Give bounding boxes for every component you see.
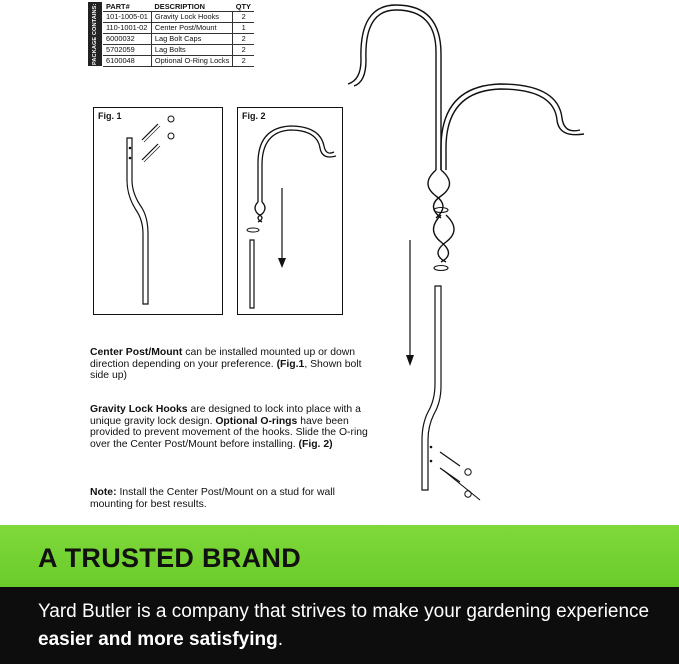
part-qty: 1 bbox=[233, 23, 254, 34]
banner-text-pre: Yard Butler is a company that strives to make your gardening experience bbox=[38, 601, 650, 622]
fig-2-ref: (Fig. 2) bbox=[298, 438, 333, 450]
banner-text bbox=[38, 598, 658, 654]
part-number: 110-1001-02 bbox=[103, 23, 151, 34]
center-post-term: Center Post/Mount bbox=[90, 347, 183, 358]
banner-text-bold: easier and more satisfying bbox=[38, 629, 278, 650]
package-contains-label: PACKAGE CONTAINS: bbox=[88, 2, 102, 66]
hook-assembly-illustration bbox=[340, 0, 600, 520]
note-3-text: Install the Center Post/Mount on a stud for wall mounting for best results. bbox=[90, 487, 335, 510]
banner-title: A TRUSTED BRAND bbox=[38, 543, 301, 573]
note-1-text: can be installed mounted up or down direction depending on your preference. bbox=[90, 347, 356, 370]
instruction-note-2 bbox=[90, 404, 370, 450]
fig-1-ref-text: , Shown bolt side up) bbox=[90, 358, 362, 382]
note-2-text: are designed to lock into place with a unique gravity lock design. bbox=[90, 404, 361, 427]
gravity-lock-term: Gravity Lock Hooks bbox=[90, 404, 188, 415]
part-description: Lag Bolt Caps bbox=[151, 34, 232, 45]
part-number: 101-1005-01 bbox=[103, 12, 151, 23]
header-qty: QTY bbox=[233, 2, 254, 12]
figure-1-label: Fig. 1 bbox=[98, 111, 122, 121]
table-row bbox=[103, 56, 254, 67]
figure-2-label: Fig. 2 bbox=[242, 111, 266, 121]
part-qty: 2 bbox=[233, 45, 254, 56]
part-description: Lag Bolts bbox=[151, 45, 232, 56]
note-term: Note: bbox=[90, 487, 117, 498]
instruction-note-3 bbox=[90, 487, 370, 510]
part-qty: 2 bbox=[233, 34, 254, 45]
table-row bbox=[103, 34, 254, 45]
table-row bbox=[103, 12, 254, 23]
instruction-note-1 bbox=[90, 347, 370, 382]
fig-1-ref: (Fig.1 bbox=[276, 358, 305, 370]
part-number: 6000032 bbox=[103, 34, 151, 45]
figure-1 bbox=[93, 107, 223, 315]
o-rings-term: Optional O-rings bbox=[215, 415, 298, 427]
part-description: Center Post/Mount bbox=[151, 23, 232, 34]
part-number: 5702059 bbox=[103, 45, 151, 56]
parts-table-header bbox=[103, 2, 254, 12]
note-2-text-2: have been provided to prevent movement of the hooks. Slide the O-ring over the Center Post/Mount before installing. bbox=[90, 415, 368, 450]
table-row bbox=[103, 45, 254, 56]
hook-illustration-fig2 bbox=[238, 108, 342, 314]
part-description: Optional O-Ring Locks bbox=[151, 56, 232, 67]
header-description: DESCRIPTION bbox=[151, 2, 232, 12]
table-row bbox=[103, 23, 254, 34]
header-part: PART# bbox=[103, 2, 151, 12]
banner-text-post: . bbox=[277, 629, 283, 650]
part-qty: 2 bbox=[233, 12, 254, 23]
post-mount-illustration-fig1 bbox=[94, 108, 222, 314]
part-qty: 2 bbox=[233, 56, 254, 67]
part-description: Gravity Lock Hooks bbox=[151, 12, 232, 23]
part-number: 6100048 bbox=[103, 56, 151, 67]
figure-2 bbox=[237, 107, 343, 315]
parts-table bbox=[103, 2, 254, 67]
